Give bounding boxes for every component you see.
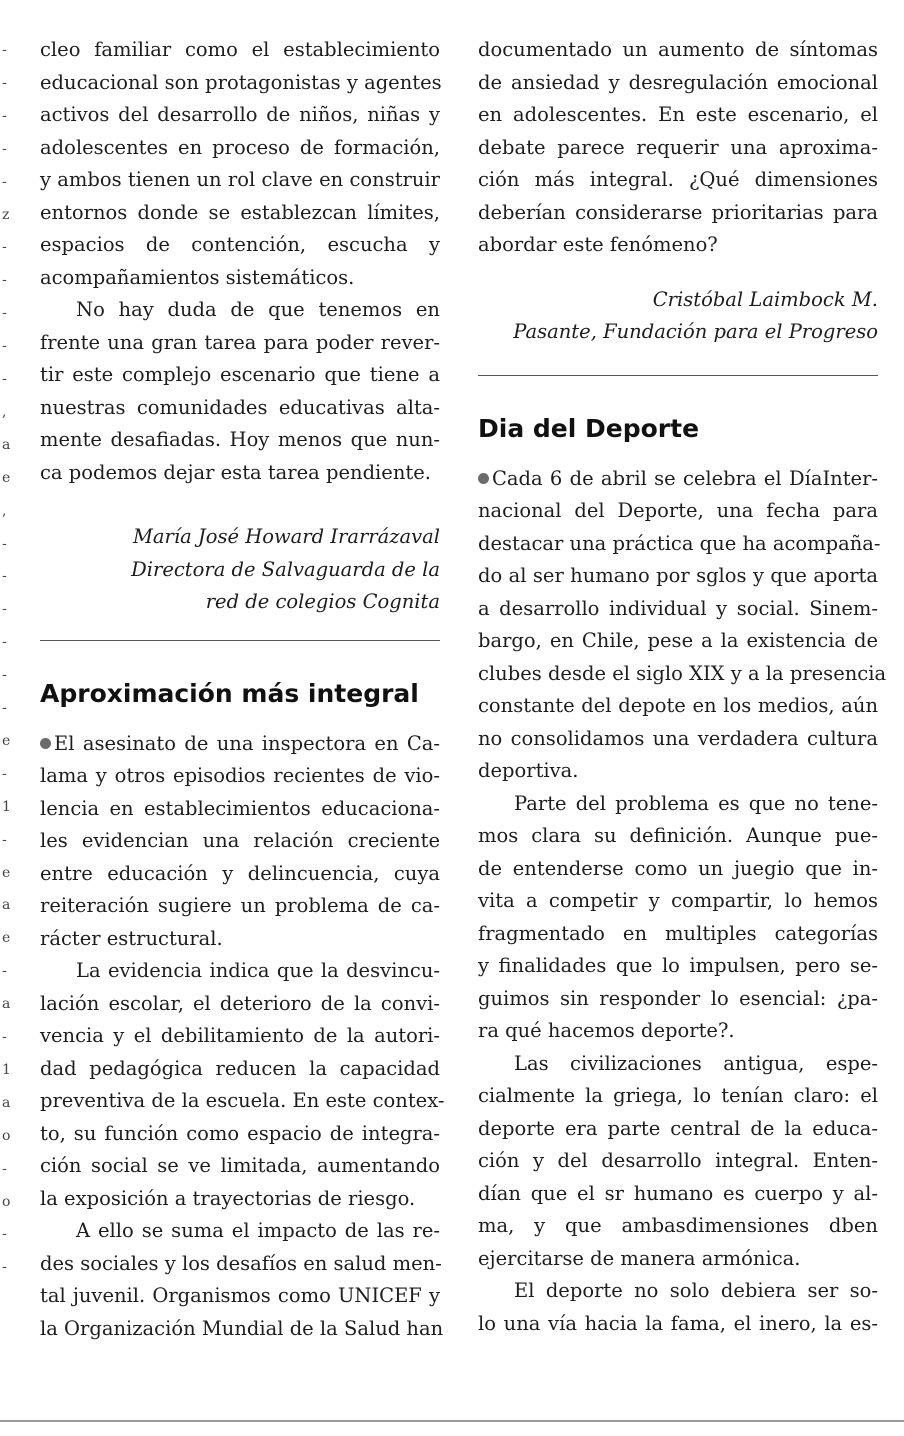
text-line: fragmentado en multiples categorías bbox=[478, 921, 878, 945]
edge-mark: - bbox=[2, 1226, 7, 1243]
edge-mark: - bbox=[2, 700, 7, 716]
edge-mark: o bbox=[2, 1127, 11, 1144]
text-line: activos del desarrollo de niños, niñas y bbox=[40, 103, 440, 126]
text-line: clubes desde el siglo XIX y a la presencia bbox=[478, 661, 887, 685]
text-line-content: El asesinato de una inspectora en Ca- bbox=[54, 731, 440, 755]
edge-mark: - bbox=[2, 765, 7, 782]
signature-title-laimbock: Pasante, Fundación para el Progreso bbox=[513, 320, 878, 343]
edge-mark: - bbox=[2, 140, 7, 157]
right-paragraph-5 bbox=[478, 1275, 878, 1340]
edge-mark: - bbox=[2, 535, 7, 552]
edge-mark: 1 bbox=[2, 798, 11, 815]
text-line: educacional son protagonistas y agentes bbox=[40, 70, 442, 94]
text-line: frente una gran tarea para poder rever- bbox=[40, 330, 440, 354]
text-line: rácter estructural. bbox=[40, 926, 223, 950]
text-line: des sociales y los desafíos en salud men- bbox=[40, 1251, 442, 1275]
text-line: Parte del problema es que no tene- bbox=[514, 791, 878, 815]
signature-title-howard-1: Directora de Salvaguarda de la bbox=[131, 557, 440, 581]
edge-mark: - bbox=[2, 831, 7, 848]
text-line: tal juvenil. Organismos como UNICEF y bbox=[40, 1284, 440, 1307]
left-paragraph-3 bbox=[40, 728, 440, 956]
text-line: La evidencia indica que la desvincu- bbox=[76, 959, 440, 982]
edge-mark: - bbox=[2, 1259, 7, 1276]
text-line: y ambos tienen un rol clave en construir bbox=[40, 168, 440, 191]
text-line: destacar una práctica que ha acompaña- bbox=[478, 531, 881, 555]
text-line bbox=[40, 728, 440, 761]
text-line: No hay duda de que tenemos en bbox=[76, 298, 440, 321]
edge-mark: , bbox=[2, 403, 7, 420]
right-paragraph-2 bbox=[478, 463, 887, 788]
headline-dia-del-deporte: Dia del Deporte bbox=[478, 413, 700, 443]
right-paragraph-3 bbox=[478, 788, 878, 1048]
text-line: do al ser humano por sglos y que aporta bbox=[478, 564, 878, 587]
text-line: ción más integral. ¿Qué dimensiones bbox=[478, 168, 878, 191]
text-line: nacional del Deporte, una fecha para bbox=[478, 499, 878, 522]
edge-mark: - bbox=[2, 272, 7, 289]
edge-mark: - bbox=[2, 568, 7, 585]
text-line: constante del depote en los medios, aún bbox=[478, 694, 878, 717]
left-column bbox=[40, 34, 445, 1345]
edge-mark: o bbox=[2, 1193, 11, 1210]
text-line: deporte era parte central de la educa- bbox=[478, 1116, 878, 1140]
text-line: El deporte no solo debiera ser so- bbox=[514, 1279, 878, 1302]
edge-mark: e bbox=[2, 930, 11, 947]
text-line-content: Cada 6 de abril se celebra el DíaInter- bbox=[492, 466, 878, 490]
text-line: cleo familiar como el establecimiento bbox=[40, 38, 440, 61]
left-paragraph-4 bbox=[40, 955, 445, 1215]
edge-mark: e bbox=[2, 469, 11, 486]
text-line: dad pedagógica reducen la capacidad bbox=[40, 1056, 440, 1080]
text-line: abordar este fenómeno? bbox=[478, 233, 718, 256]
right-paragraph-4 bbox=[478, 1048, 878, 1276]
text-line: entornos donde se establezcan límites, bbox=[40, 200, 440, 224]
text-line: mente desafiadas. Hoy menos que nun- bbox=[40, 428, 440, 451]
edge-mark: - bbox=[2, 667, 7, 684]
text-line: lación escolar, el deterioro de la convi- bbox=[40, 991, 440, 1015]
edge-mark: e bbox=[2, 732, 11, 749]
text-line: deberían considerarse prioritarias para bbox=[478, 200, 878, 224]
text-line: entre educación y delincuencia, cuya bbox=[40, 861, 440, 885]
edge-mark: , bbox=[2, 502, 7, 519]
edge-mark: - bbox=[2, 173, 7, 190]
right-paragraph-1 bbox=[478, 34, 878, 262]
text-line: vencia y el debilitamiento de la autori- bbox=[40, 1024, 440, 1047]
text-line: la Organización Mundial de la Salud han bbox=[40, 1316, 444, 1340]
text-line: a desarrollo individual y social. Sinem- bbox=[478, 596, 878, 620]
headline-aproximacion: Aproximación más integral bbox=[40, 678, 419, 708]
text-line: espacios de contención, escucha y bbox=[40, 233, 440, 256]
edge-mark: - bbox=[2, 963, 7, 980]
text-line: bargo, en Chile, pese a la existencia de bbox=[478, 629, 878, 652]
text-line: tir este complejo escenario que tiene a bbox=[40, 363, 440, 386]
text-line bbox=[478, 463, 878, 496]
text-line: Las civilizaciones antigua, espe- bbox=[514, 1051, 878, 1075]
edge-mark: 1 bbox=[2, 1061, 11, 1078]
page-bottom-rule bbox=[0, 1420, 904, 1422]
signature-name-howard: María José Howard Irarrázaval bbox=[132, 525, 440, 548]
edge-mark: - bbox=[2, 634, 7, 651]
edge-mark: a bbox=[2, 897, 11, 914]
text-line: adolescentes en proceso de formación, bbox=[40, 135, 440, 159]
text-line: dían que el sr humano es cuerpo y al- bbox=[478, 1181, 878, 1205]
text-line: de entenderse como un juegio que in- bbox=[478, 856, 878, 880]
edge-mark: - bbox=[2, 1160, 7, 1177]
left-paragraph-1 bbox=[40, 34, 440, 294]
edge-mark: - bbox=[2, 42, 7, 58]
text-line: deportiva. bbox=[478, 759, 579, 782]
text-line: guimos sin responder lo esencial: ¿pa- bbox=[478, 986, 878, 1010]
text-line: en adolescentes. En este escenario, el bbox=[478, 103, 878, 126]
text-line: debate parece requerir una aproxima- bbox=[478, 135, 878, 159]
edge-mark: e bbox=[2, 864, 11, 881]
left-paragraph-5 bbox=[40, 1215, 444, 1345]
text-line: lama y otros episodios recientes de vio- bbox=[40, 764, 440, 787]
text-line: ejercitarse de manera armónica. bbox=[478, 1246, 801, 1270]
edge-mark: - bbox=[2, 338, 7, 355]
signature-name-laimbock: Cristóbal Laimbock M. bbox=[652, 287, 878, 311]
left-paragraph-2 bbox=[40, 294, 440, 489]
text-line: to, su función como espacio de integra- bbox=[40, 1121, 440, 1145]
text-line: documentado un aumento de síntomas bbox=[478, 38, 878, 61]
edge-mark: - bbox=[2, 107, 7, 124]
edge-mark: z bbox=[2, 206, 10, 223]
edge-mark: - bbox=[2, 1029, 7, 1045]
text-line: vita a competir y compartir, lo hemos bbox=[478, 889, 878, 912]
text-line: ción y del desarrollo integral. Enten- bbox=[478, 1149, 878, 1172]
bullet-icon bbox=[40, 738, 51, 749]
text-line: lo una vía hacia la fama, el inero, la es- bbox=[478, 1311, 878, 1335]
edge-mark: - bbox=[2, 74, 7, 91]
text-line: ca podemos dejar esta tarea pendiente. bbox=[40, 460, 431, 484]
text-line: reiteración sugiere un problema de ca- bbox=[40, 894, 440, 917]
text-line: les evidencian una relación creciente bbox=[40, 829, 440, 852]
edge-mark: - bbox=[2, 239, 7, 256]
edge-mark: a bbox=[2, 436, 11, 453]
text-line: ma, y que ambasdimensiones dben bbox=[478, 1214, 878, 1237]
edge-mark: - bbox=[2, 601, 7, 618]
text-line: lencia en establecimientos educaciona- bbox=[40, 796, 440, 820]
text-line: cialmente la griega, lo tenían claro: el bbox=[478, 1084, 878, 1107]
text-line: acompañamientos sistemáticos. bbox=[40, 265, 355, 289]
text-line: ra qué hacemos deporte?. bbox=[478, 1019, 735, 1042]
right-column bbox=[478, 34, 887, 1340]
signature-title-howard-2: red de colegios Cognita bbox=[205, 590, 440, 613]
text-line: ción social se ve limitada, aumentando bbox=[40, 1154, 440, 1177]
edge-mark: - bbox=[2, 371, 7, 387]
text-line: la exposición a trayectorias de riesgo. bbox=[40, 1186, 416, 1210]
bullet-icon bbox=[478, 473, 489, 484]
edge-mark: - bbox=[2, 305, 7, 322]
text-line: de ansiedad y desregulación emocional bbox=[478, 70, 878, 94]
text-line: nuestras comunidades educativas alta- bbox=[40, 395, 440, 419]
text-line: preventiva de la escuela. En este contex- bbox=[40, 1089, 445, 1112]
edge-mark: a bbox=[2, 996, 11, 1013]
text-line: no consolidamos una verdadera cultura bbox=[478, 726, 878, 750]
edge-mark: a bbox=[2, 1094, 11, 1111]
text-line: mos clara su definición. Aunque pue- bbox=[478, 824, 878, 847]
text-line: A ello se suma el impacto de las re- bbox=[76, 1219, 440, 1242]
text-line: y finalidades que lo impulsen, pero se- bbox=[478, 954, 878, 977]
